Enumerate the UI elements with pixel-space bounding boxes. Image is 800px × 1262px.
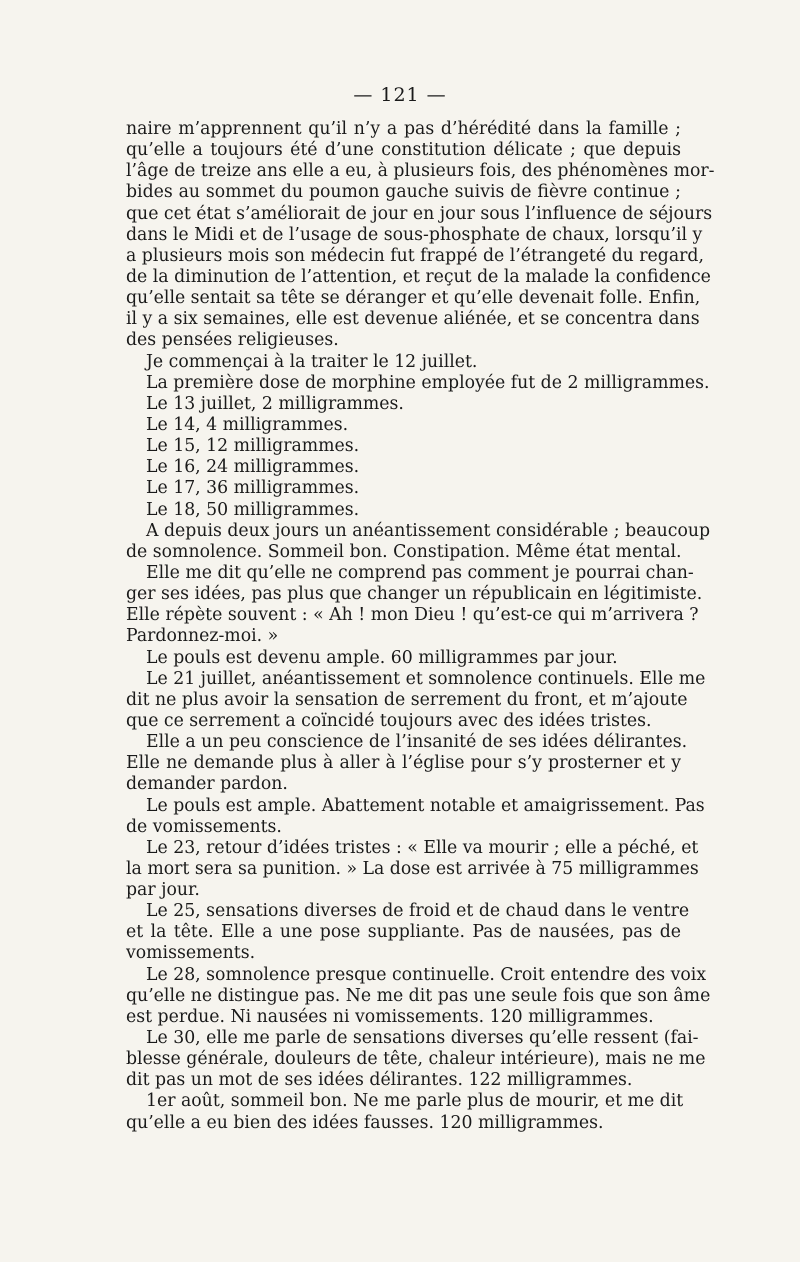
text-line: Le 23, retour d’idées tristes : « Elle va mourir ; elle a péché, et xyxy=(146,837,699,858)
text-line: vomissements. xyxy=(126,943,256,964)
text-line: que cet état s’améliorait de jour en jour sous l’influence de séjours xyxy=(126,203,713,224)
text-line: Le 21 juillet, anéantissement et somnolence continuels. Elle me xyxy=(146,668,706,689)
text-line: ger ses idées, pas plus que changer un républicain en légitimiste. xyxy=(126,584,703,605)
text-line: la mort sera sa punition. » La dose est arrivée à 75 milligrammes xyxy=(126,858,699,879)
text-line: Le 28, somnolence presque continuelle. Croit entendre des voix xyxy=(146,964,707,985)
text-line: dit ne plus avoir la sensation de serrement du front, et m’ajoute xyxy=(126,689,688,710)
text-line: Le 17, 36 milligrammes. xyxy=(146,478,360,499)
text-line: Le 18, 50 milligrammes. xyxy=(146,499,360,520)
text-line: qu’elle a eu bien des idées fausses. 120 milligrammes. xyxy=(126,1112,604,1133)
text-line: 1er août, sommeil bon. Ne me parle plus de mourir, et me dit xyxy=(146,1091,684,1112)
text-line: Elle répète souvent : « Ah ! mon Dieu ! qu’est-ce qui m’arrivera ? xyxy=(126,605,699,626)
text-line: est perdue. Ni nausées ni vomissements. 120 milligrammes. xyxy=(126,1006,654,1027)
text-line: Pardonnez-moi. » xyxy=(126,626,279,647)
text-line: qu’elle sentait sa tête se déranger et qu’elle devenait folle. Enfin, xyxy=(126,288,701,309)
text-line: qu’elle ne distingue pas. Ne me dit pas une seule fois que son âme xyxy=(126,985,711,1006)
text-line: de somnolence. Sommeil bon. Constipation. Même état mental. xyxy=(126,541,682,562)
text-line: Le pouls est devenu ample. 60 milligrammes par jour. xyxy=(146,647,618,668)
text-line: par jour. xyxy=(126,880,200,901)
body-text xyxy=(126,119,715,1134)
page-number-header: — 121 — xyxy=(353,84,447,106)
text-line: demander pardon. xyxy=(126,774,288,795)
text-line: Elle ne demande plus à aller à l’église pour s’y prosterner et y xyxy=(126,753,681,774)
text-line: blesse générale, douleurs de tête, chaleur intérieure), mais ne me xyxy=(126,1049,706,1070)
text-line: de vomissements. xyxy=(126,816,282,837)
text-line: Le 30, elle me parle de sensations diverses qu’elle ressent (fai- xyxy=(146,1028,699,1049)
text-line: dans le Midi et de l’usage de sous-phosphate de chaux, lorsqu’il y xyxy=(126,224,703,245)
text-line: Elle me dit qu’elle ne comprend pas comment je pourrai chan- xyxy=(146,562,694,583)
text-line: des pensées religieuses. xyxy=(126,330,339,351)
text-line: et la tête. Elle a une pose suppliante. Pas de nausées, pas de xyxy=(126,922,681,943)
text-line: a plusieurs mois son médecin fut frappé de l’étrangeté du regard, xyxy=(126,245,704,266)
text-line: Le 13 juillet, 2 milligrammes. xyxy=(146,393,404,414)
text-line: bides au sommet du poumon gauche suivis de fièvre continue ; xyxy=(126,182,681,203)
text-line: Le 16, 24 milligrammes. xyxy=(146,457,360,478)
text-line: naire m’apprennent qu’il n’y a pas d’hérédité dans la famille ; xyxy=(126,119,681,139)
text-line: qu’elle a toujours été d’une constitution délicate ; que depuis xyxy=(126,140,681,161)
text-line: Elle a un peu conscience de l’insanité de ses idées délirantes. xyxy=(146,732,688,753)
text-line: Je commençai à la traiter le 12 juillet. xyxy=(146,351,478,372)
text-line: A depuis deux jours un anéantissement considérable ; beaucoup xyxy=(146,520,711,541)
text-line: Le 15, 12 milligrammes. xyxy=(146,436,360,457)
text-line: Le pouls est ample. Abattement notable et amaigrissement. Pas xyxy=(146,795,705,816)
text-line: que ce serrement a coïncidé toujours avec des idées tristes. xyxy=(126,710,652,731)
text-line: Le 14, 4 milligrammes. xyxy=(146,414,349,435)
text-line: dit pas un mot de ses idées délirantes. 122 milligrammes. xyxy=(126,1070,633,1091)
text-line: il y a six semaines, elle est devenue aliénée, et se concentra dans xyxy=(126,309,700,330)
text-line: l’âge de treize ans elle a eu, à plusieurs fois, des phénomènes mor- xyxy=(126,161,715,182)
text-line: de la diminution de l’attention, et reçut de la malade la confidence xyxy=(126,266,711,287)
text-line: Le 25, sensations diverses de froid et de chaud dans le ventre xyxy=(146,901,690,922)
text-line: La première dose de morphine employée fut de 2 milligrammes. xyxy=(146,372,710,393)
